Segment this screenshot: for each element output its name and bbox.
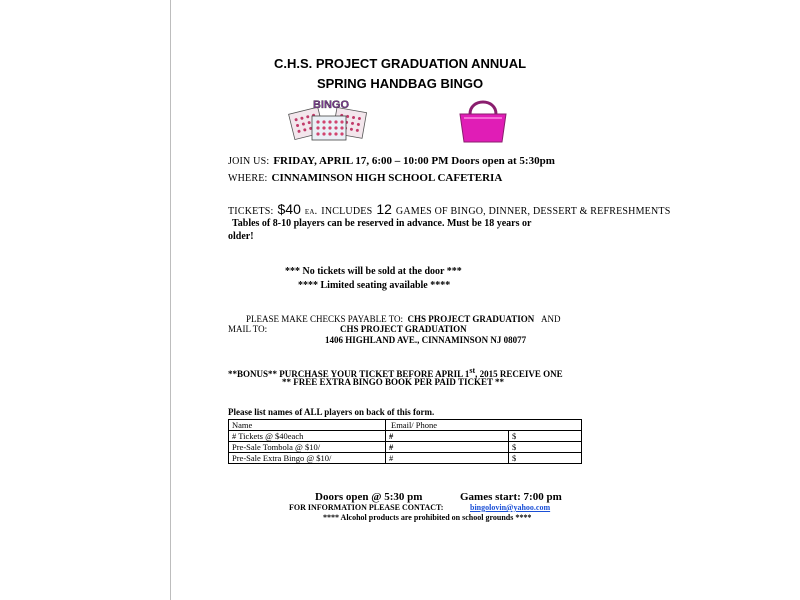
contact-email-link[interactable]: bingolovin@yahoo.com [470,503,551,512]
doors-open-time: Doors open @ 5:30 pm [315,491,423,503]
mail-to-label: MAIL TO: [228,324,268,334]
extra-bingo-amount-field[interactable]: $ [509,453,582,464]
flyer-subtitle: SPRING HANDBAG BINGO [316,76,484,91]
bingo-logo-text: BINGO [312,99,350,111]
extra-bingo-qty-field[interactable]: # [386,453,509,464]
tombola-qty-field[interactable]: # [386,442,509,453]
flyer-title: C.H.S. PROJECT GRADUATION ANNUAL [273,56,527,71]
tickets-row-label: # Tickets @ $40each [229,431,386,442]
games-start-time: Games start: 7:00 pm [460,491,562,503]
extra-bingo-row-label: Pre-Sale Extra Bingo @ $10/ [229,453,386,464]
tickets-label: TICKETS: [228,206,274,217]
mail-to-address: 1406 HIGHLAND AVE., CINNAMINSON NJ 08077 [325,335,527,345]
event-location-line [228,168,502,186]
event-date-value: FRIDAY, APRIL 17, 6:00 – 10:00 PM Doors open at 5:30pm [273,155,555,167]
tickets-amount-field[interactable]: $ [509,431,582,442]
contact-email-wrap [470,503,550,512]
bingo-cards-illustration [288,96,374,142]
age-requirement: older! [228,231,254,242]
price-each: ea. [304,206,318,217]
bonus-line-2: ** FREE EXTRA BINGO BOOK PER PAID TICKET ** [282,377,505,387]
table-row [229,442,582,453]
name-label: Name [232,420,253,430]
tickets-line [228,201,670,219]
order-form-table [228,419,582,464]
handbag-icon [456,96,510,146]
event-location-value: CINNAMINSON HIGH SCHOOL CAFETERIA [271,172,503,184]
bonus-sup: st [469,366,476,375]
checks-payable-line [246,314,560,324]
games-count: 12 [376,201,392,217]
mail-to-org: CHS PROJECT GRADUATION [340,324,467,334]
limited-seating-notice: **** Limited seating available **** [298,280,451,291]
table-row [229,453,582,464]
table-row [229,420,582,431]
tables-info: Tables of 8-10 players can be reserved in advance. Must be 18 years or [232,218,532,229]
join-label: JOIN US: [228,156,270,167]
contact-label: FOR INFORMATION PLEASE CONTACT: [289,503,444,512]
no-door-sales-notice: *** No tickets will be sold at the door *** [285,266,462,277]
tickets-qty-field[interactable]: # [386,431,509,442]
alcohol-notice: **** Alcohol products are prohibited on school grounds **** [323,513,532,522]
bonus-text: **BONUS** PURCHASE YOUR TICKET BEFORE APRIL 1 [228,369,470,379]
includes-label: INCLUDES [321,206,373,217]
checks-payable-label: PLEASE MAKE CHECKS PAYABLE TO: [246,314,404,324]
bonus-text-end: , 2015 RECEIVE ONE [475,369,563,379]
name-field[interactable] [229,420,386,431]
event-date-line [228,151,555,169]
table-row [229,431,582,442]
form-instructions: Please list names of ALL players on back of this form. [228,407,435,417]
email-phone-label: Email/ Phone [391,420,438,430]
includes-details: GAMES OF BINGO, DINNER, DESSERT & REFRESHMENTS [395,206,671,217]
checks-and: AND [540,314,561,324]
tombola-amount-field[interactable]: $ [509,442,582,453]
tombola-row-label: Pre-Sale Tombola @ $10/ [229,442,386,453]
email-phone-field[interactable] [386,420,582,431]
where-label: WHERE: [228,173,268,184]
ticket-price: $40 [277,201,301,217]
checks-payable-org: CHS PROJECT GRADUATION [407,314,535,324]
